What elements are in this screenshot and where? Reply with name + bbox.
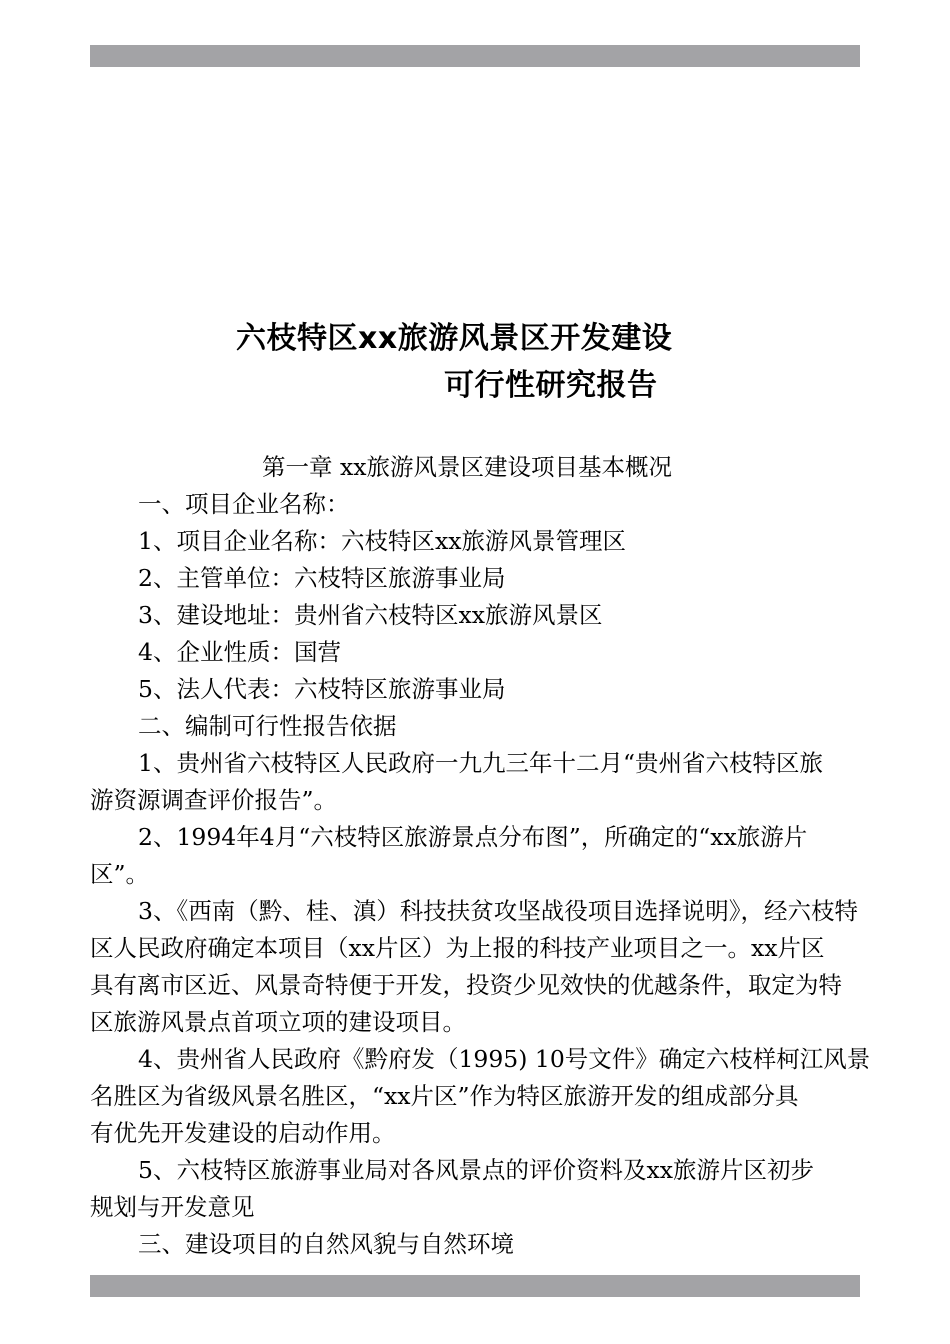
- document-body: [90, 449, 871, 1263]
- document-title-line2: 可行性研究报告: [444, 368, 658, 403]
- section-heading-1: 一、项目企业名称：: [138, 490, 350, 518]
- paragraph-line: 区人民政府确定本项目（xx片区）为上报的科技产业项目之一。xx片区: [90, 934, 825, 962]
- list-item: 3、建设地址：贵州省六枝特区xx旅游风景区: [138, 601, 603, 629]
- paragraph-line: 区”。: [90, 860, 150, 888]
- paragraph-line: 4、贵州省人民政府《黔府发（1995) 10号文件》确定六枝样柯江风景: [138, 1045, 871, 1073]
- list-item: 2、主管单位：六枝特区旅游事业局: [138, 564, 506, 592]
- footer-bar: [90, 1275, 860, 1297]
- paragraph-line: 3、《西南（黔、桂、滇）科技扶贫攻坚战役项目选择说明》，经六枝特: [138, 897, 858, 925]
- paragraph-line: 有优先开发建设的启动作用。: [90, 1119, 396, 1147]
- section-heading-3: 三、建设项目的自然风貌与自然环境: [138, 1230, 514, 1258]
- chapter-heading: 第一章 xx旅游风景区建设项目基本概况: [262, 453, 672, 481]
- section-heading-2: 二、编制可行性报告依据: [138, 712, 397, 740]
- header-bar: [90, 45, 860, 67]
- paragraph-line: 具有离市区近、风景奇特便于开发，投资少见效快的优越条件，取定为特: [90, 971, 842, 999]
- paragraph-line: 区旅游风景点首项立项的建设项目。: [90, 1008, 466, 1036]
- paragraph-line: 2、1994年4月“六枝特区旅游景点分布图”，所确定的“xx旅游片: [138, 823, 808, 851]
- paragraph-line: 名胜区为省级风景名胜区，“xx片区”作为特区旅游开发的组成部分具: [90, 1082, 799, 1110]
- list-item: 4、企业性质：国营: [138, 638, 341, 666]
- paragraph-line: 5、六枝特区旅游事业局对各风景点的评价资料及xx旅游片区初步: [138, 1156, 814, 1184]
- document-title-line1: 六枝特区xx旅游风景区开发建设: [236, 321, 673, 356]
- paragraph-line: 规划与开发意见: [90, 1193, 255, 1221]
- list-item: 5、法人代表：六枝特区旅游事业局: [138, 675, 506, 703]
- paragraph-line: 游资源调查评价报告”。: [90, 786, 338, 814]
- paragraph-line: 1、贵州省六枝特区人民政府一九九三年十二月“贵州省六枝特区旅: [138, 749, 823, 777]
- list-item: 1、项目企业名称：六枝特区xx旅游风景管理区: [138, 527, 626, 555]
